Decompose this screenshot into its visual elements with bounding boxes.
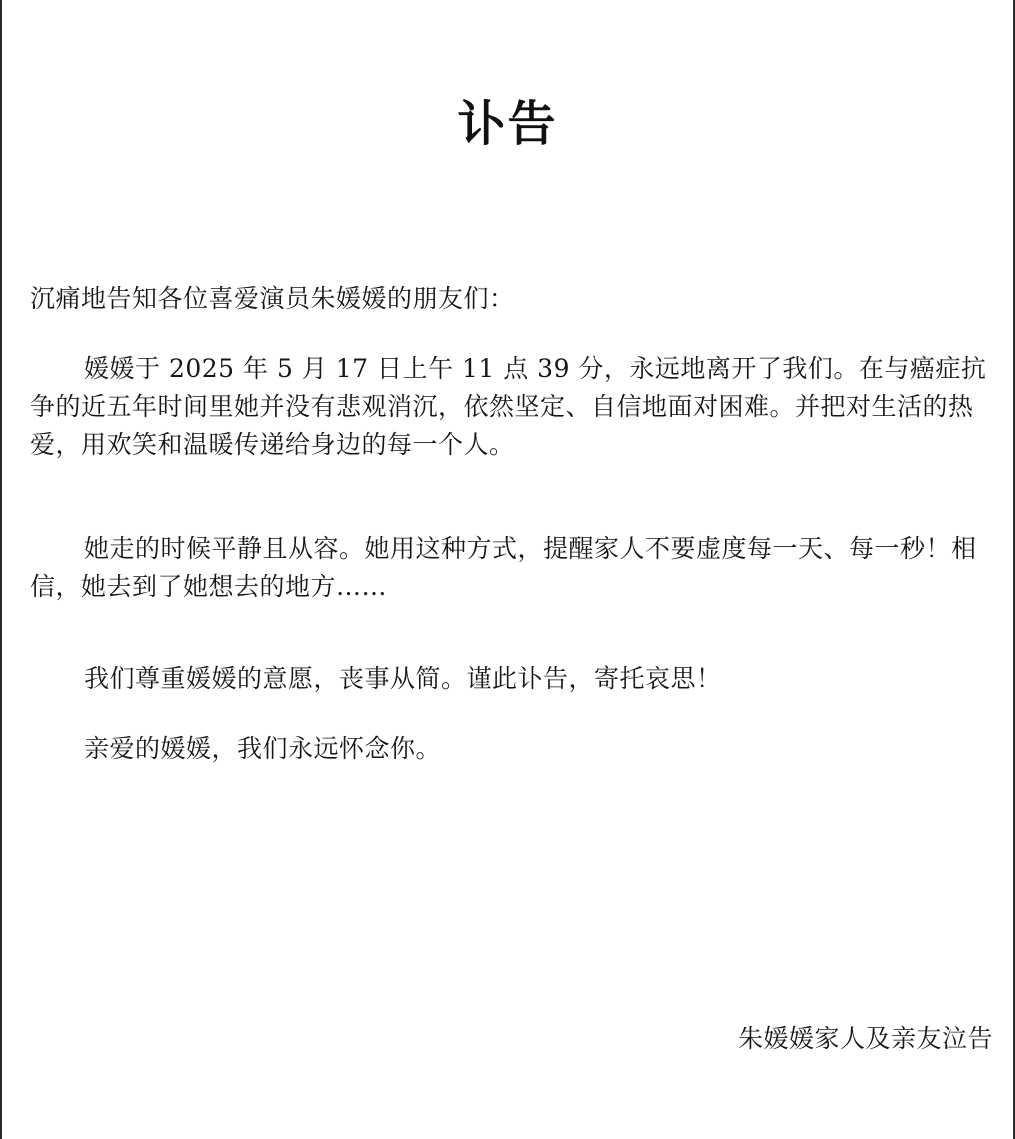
- paragraph-4: 亲爱的媛媛，我们永远怀念你。: [84, 734, 442, 763]
- left-border-line: [0, 0, 2, 1139]
- paragraph-1: 媛媛于 2025 年 5 月 17 日上午 11 点 39 分，永远地离开了我们。在与癌症抗争的近五年时间里她并没有悲观消沉，依然坚定、自信地面对困难。并把对生活的热爱，用欢笑和温暖传递给身边的每一个人。: [30, 354, 987, 459]
- salutation: 沉痛地告知各位喜爱演员朱媛媛的朋友们：: [30, 284, 515, 313]
- paragraph-2: 她走的时候平静且从容。她用这种方式，提醒家人不要虚度每一天、每一秒！相信，她去到了她想去的地方……: [30, 534, 977, 601]
- paragraph-3: 我们尊重媛媛的意愿，丧事从简。谨此讣告，寄托哀思！: [84, 664, 722, 693]
- document-title: 讣告: [457, 96, 558, 152]
- signature: 朱媛媛家人及亲友泣告: [737, 1024, 993, 1053]
